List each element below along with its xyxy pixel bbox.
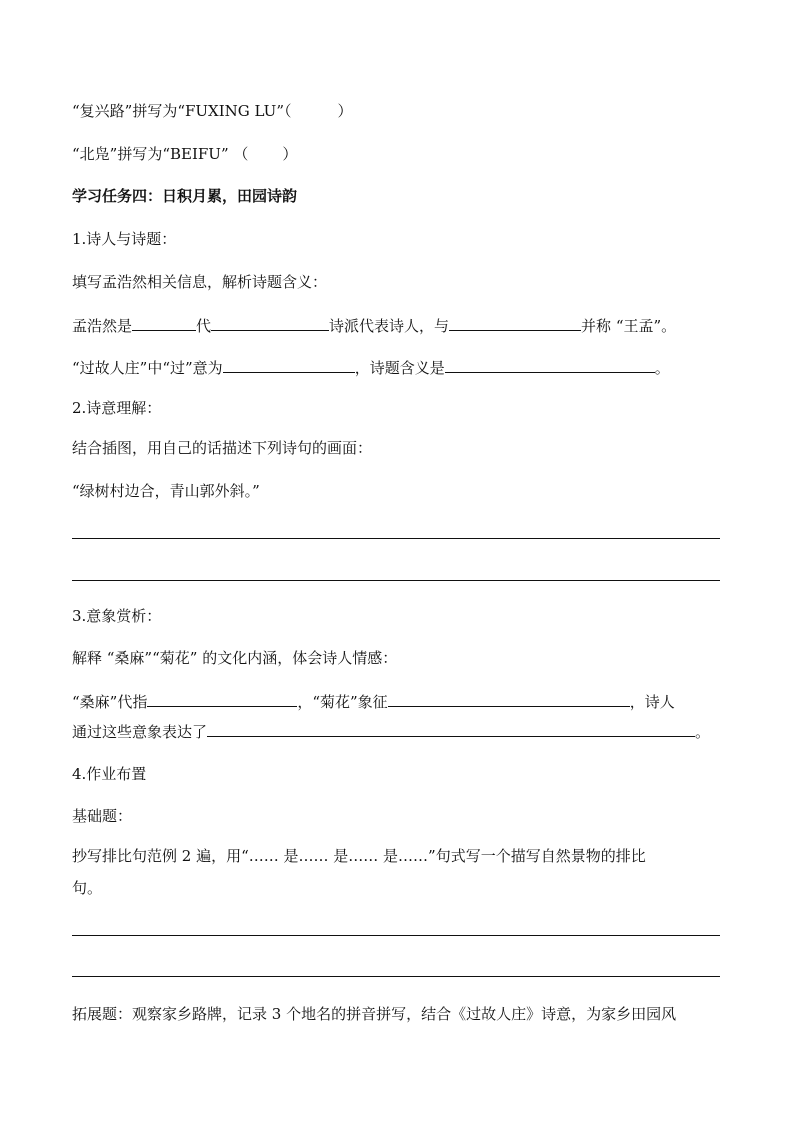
question-fuxing — [72, 101, 353, 121]
s3-l1-c: ，诗人 — [629, 693, 675, 711]
section3-title: 3.意象赏析： — [72, 607, 162, 625]
section1-title: 1.诗人与诗题： — [72, 230, 177, 248]
section1-instruction: 填写孟浩然相关信息，解析诗题含义： — [72, 273, 328, 291]
task4-heading: 学习任务四：日积月累，田园诗韵 — [72, 187, 298, 205]
section3-line1 — [72, 690, 675, 712]
answer-rule-4[interactable] — [72, 976, 720, 977]
section2-title: 2.诗意理解： — [72, 399, 162, 417]
s1-l1-c: 诗派代表诗人，与 — [329, 317, 450, 335]
section3-instruction: 解释 “桑麻”“菊花” 的文化内涵，体会诗人情感： — [72, 649, 398, 667]
question-beifu — [72, 144, 297, 164]
question-fuxing-close: ） — [337, 102, 353, 120]
s3-l1-b: ，“菊花”象征 — [297, 693, 388, 711]
s1-l1-d: 并称 “王孟”。 — [581, 317, 677, 335]
s3-l2-b: 。 — [695, 723, 711, 741]
section3-line2 — [72, 720, 710, 742]
s1-l2-a: “过故人庄”中“过”意为 — [72, 359, 223, 377]
blank-juhua[interactable] — [388, 690, 630, 707]
s3-l1-a: “桑麻”代指 — [72, 693, 148, 711]
question-beifu-text: “北凫”拼写为“BEIFU” （ — [72, 145, 249, 163]
blank-poetry-school[interactable] — [211, 314, 329, 331]
s1-l2-b: ，诗题含义是 — [354, 359, 445, 377]
s1-l1-a: 孟浩然是 — [72, 317, 133, 335]
blank-sangma[interactable] — [147, 690, 297, 707]
s1-l2-c: 。 — [654, 359, 670, 377]
answer-rule-1[interactable] — [72, 538, 720, 539]
answer-rule-2[interactable] — [72, 580, 720, 581]
question-fuxing-text: “复兴路”拼写为“FUXING LU”（ — [72, 102, 292, 120]
section2-instruction: 结合插图，用自己的话描述下列诗句的画面： — [72, 439, 373, 457]
blank-dynasty[interactable] — [132, 314, 196, 331]
section2-quote: “绿树村边合，青山郭外斜。” — [72, 482, 260, 500]
basic-label: 基础题： — [72, 807, 133, 825]
section4-title: 4.作业布置 — [72, 765, 147, 783]
extension-task-line: 拓展题：观察家乡路牌，记录 3 个地名的拼音拼写，结合《过故人庄》诗意，为家乡田园风 — [72, 1005, 677, 1023]
blank-emotion[interactable] — [207, 720, 695, 737]
blank-title-meaning[interactable] — [445, 356, 655, 373]
basic-task-line2: 句。 — [72, 879, 103, 897]
blank-guo-meaning[interactable] — [223, 356, 355, 373]
blank-paired-poet[interactable] — [449, 314, 581, 331]
s3-l2-a: 通过这些意象表达了 — [72, 723, 208, 741]
question-beifu-close: ） — [282, 145, 298, 163]
section1-line2 — [72, 356, 670, 378]
section1-line1 — [72, 314, 676, 336]
answer-rule-3[interactable] — [72, 935, 720, 936]
basic-task-line1: 抄写排比句范例 2 遍，用“…… 是…… 是…… 是……”句式写一个描写自然景物的排比 — [72, 847, 646, 865]
s1-l1-b: 代 — [196, 317, 212, 335]
